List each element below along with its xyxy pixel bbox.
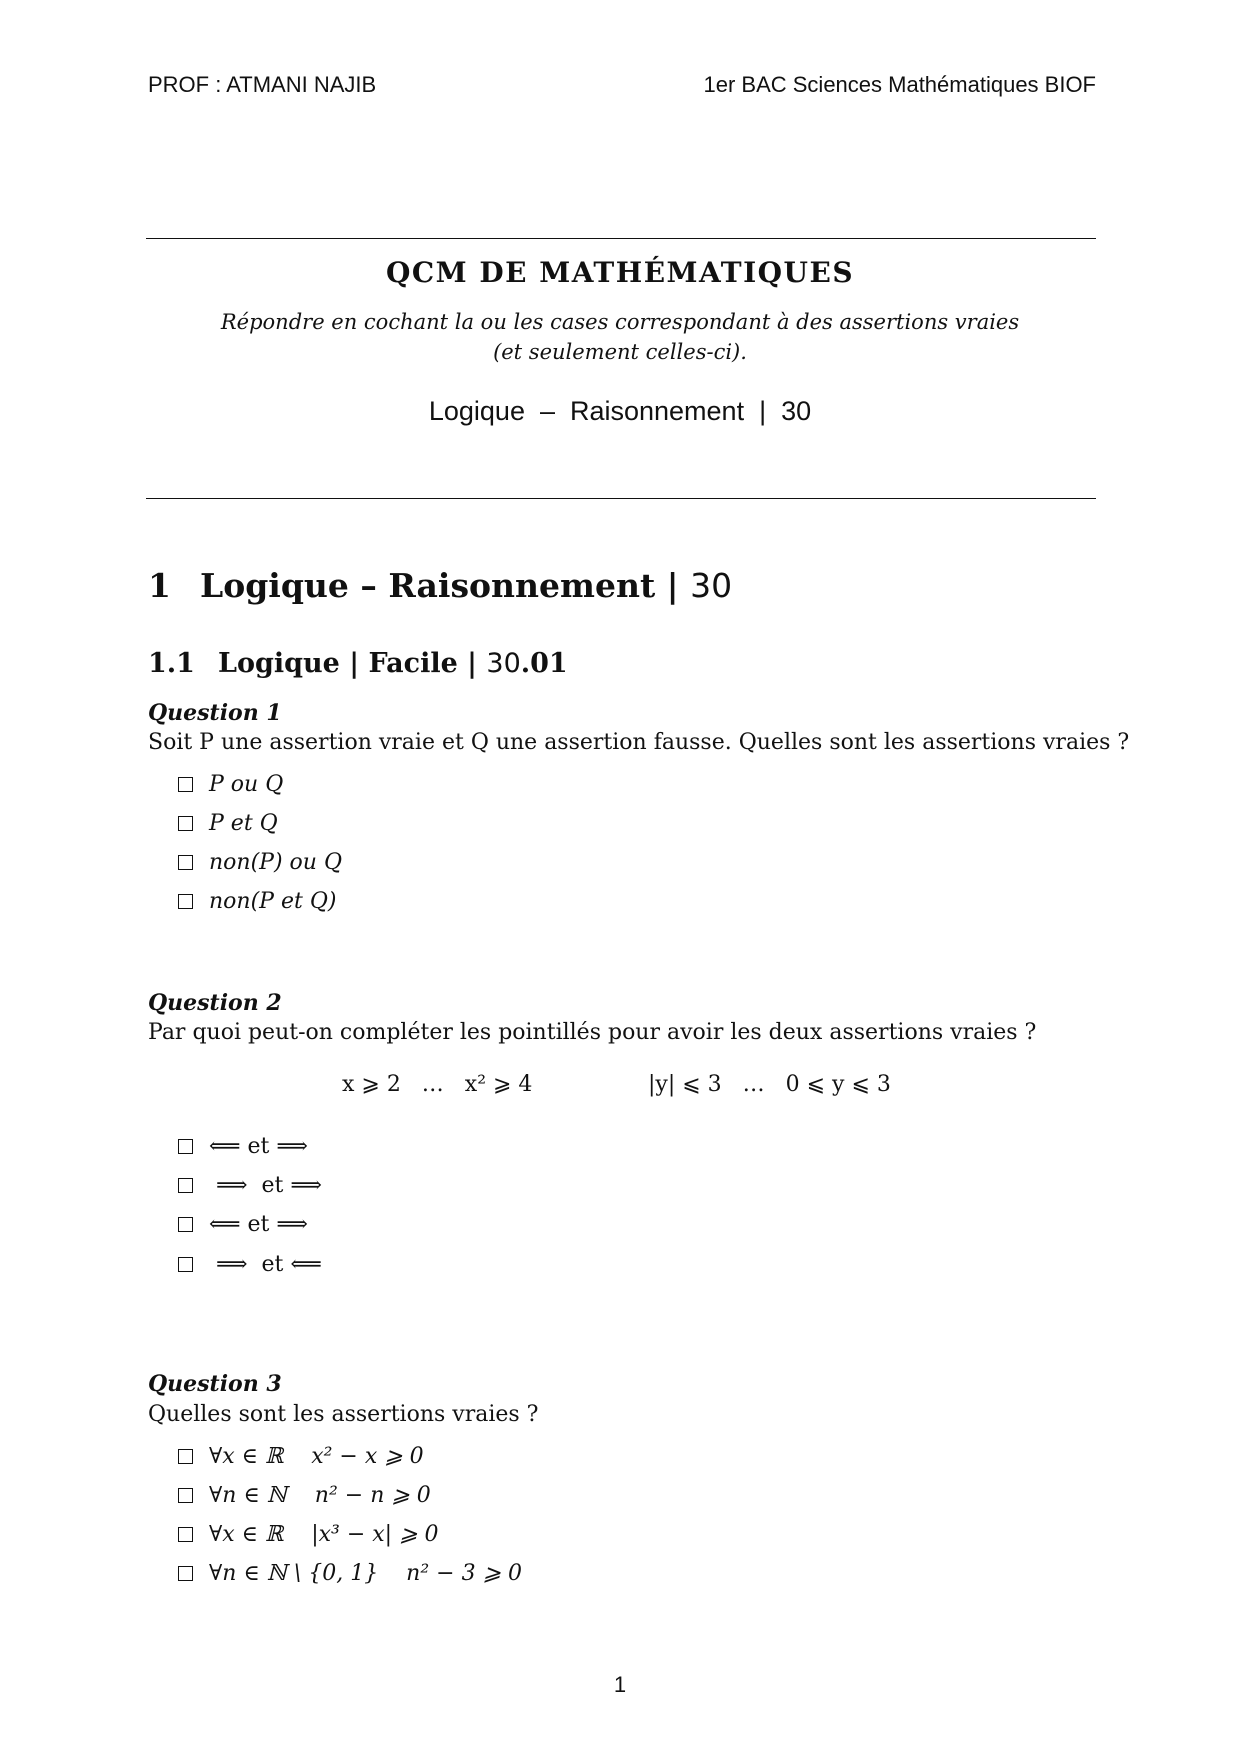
- question-3-option-3: [178, 1519, 439, 1549]
- page-number: 1: [613, 1672, 627, 1697]
- section-title: Logique – Raisonnement |: [200, 566, 691, 605]
- option-label: P ou Q: [209, 771, 284, 797]
- top-rule: [146, 238, 1096, 239]
- subtitle: Logique – Raisonnement | 30: [428, 396, 812, 426]
- question-2-formula-right: |y| ⩽ 3 … 0 ⩽ y ⩽ 3: [648, 1072, 891, 1097]
- question-2-option-2: [178, 1170, 322, 1200]
- checkbox[interactable]: [178, 1449, 193, 1464]
- checkbox[interactable]: [178, 1217, 193, 1232]
- option-label: P et Q: [209, 810, 278, 836]
- instructions-line2: (et seulement celles-ci).: [493, 340, 747, 364]
- option-label: non(P et Q): [209, 888, 337, 914]
- question-2-option-1: [178, 1131, 308, 1161]
- option-label: non(P) ou Q: [209, 849, 342, 875]
- subsection-heading: [148, 648, 568, 679]
- checkbox[interactable]: [178, 777, 193, 792]
- question-3-option-2: [178, 1480, 431, 1510]
- option-label: ∀n ∈ ℕ \ {0, 1} n² − 3 ⩾ 0: [209, 1560, 522, 1586]
- subsection-number: 1.1: [148, 648, 195, 679]
- checkbox[interactable]: [178, 1139, 193, 1154]
- checkbox[interactable]: [178, 1257, 193, 1272]
- checkbox[interactable]: [178, 816, 193, 831]
- subsection-ref: 30: [486, 648, 521, 679]
- header-author: PROF : ATMANI NAJIB: [148, 72, 377, 97]
- question-1-option-3: [178, 847, 342, 877]
- subsection-title: Logique | Facile |: [218, 648, 487, 679]
- option-label: ∀x ∈ ℝ x² − x ⩾ 0: [209, 1443, 424, 1469]
- checkbox[interactable]: [178, 1488, 193, 1503]
- section-number: 1: [148, 566, 171, 605]
- question-1-label: Question 1: [148, 700, 282, 726]
- question-3-text: Quelles sont les assertions vraies ?: [148, 1402, 539, 1427]
- checkbox[interactable]: [178, 1178, 193, 1193]
- subsection-ref-suffix: .01: [520, 648, 568, 679]
- question-2-label: Question 2: [148, 990, 282, 1016]
- question-3-label: Question 3: [148, 1371, 282, 1397]
- checkbox[interactable]: [178, 855, 193, 870]
- question-2-formula-left: x ⩾ 2 … x² ⩾ 4: [342, 1072, 533, 1097]
- page-title: QCM DE MATHÉMATIQUES: [385, 256, 855, 289]
- section-ref: 30: [690, 566, 733, 605]
- option-label: ⟹ et ⟸: [209, 1251, 322, 1277]
- option-label: ∀n ∈ ℕ n² − n ⩾ 0: [209, 1482, 431, 1508]
- question-1-option-1: [178, 769, 283, 799]
- question-1-text: Soit P une assertion vraie et Q une assertion fausse. Quelles sont les assertions vraies ?: [148, 730, 1130, 755]
- question-2-text: Par quoi peut-on compléter les pointillés pour avoir les deux assertions vraies ?: [148, 1020, 1037, 1045]
- header-class: 1er BAC Sciences Mathématiques BIOF: [703, 72, 1096, 97]
- section-heading: [148, 566, 732, 605]
- question-1-option-4: [178, 886, 336, 916]
- question-2-option-4: [178, 1249, 322, 1279]
- option-label: ⟸ et ⟹: [209, 1133, 308, 1159]
- question-3-option-1: [178, 1441, 424, 1471]
- option-label: ∀x ∈ ℝ |x³ − x| ⩾ 0: [209, 1521, 439, 1547]
- checkbox[interactable]: [178, 894, 193, 909]
- question-2-option-3: [178, 1209, 308, 1239]
- option-label: ⟸ et ⟹: [209, 1211, 308, 1237]
- instructions-line1: Répondre en cochant la ou les cases correspondant à des assertions vraies: [220, 310, 1020, 334]
- question-1-option-2: [178, 808, 278, 838]
- bottom-rule: [146, 498, 1096, 499]
- checkbox[interactable]: [178, 1566, 193, 1581]
- question-3-option-4: [178, 1558, 522, 1588]
- option-label: ⟹ et ⟹: [209, 1172, 322, 1198]
- checkbox[interactable]: [178, 1527, 193, 1542]
